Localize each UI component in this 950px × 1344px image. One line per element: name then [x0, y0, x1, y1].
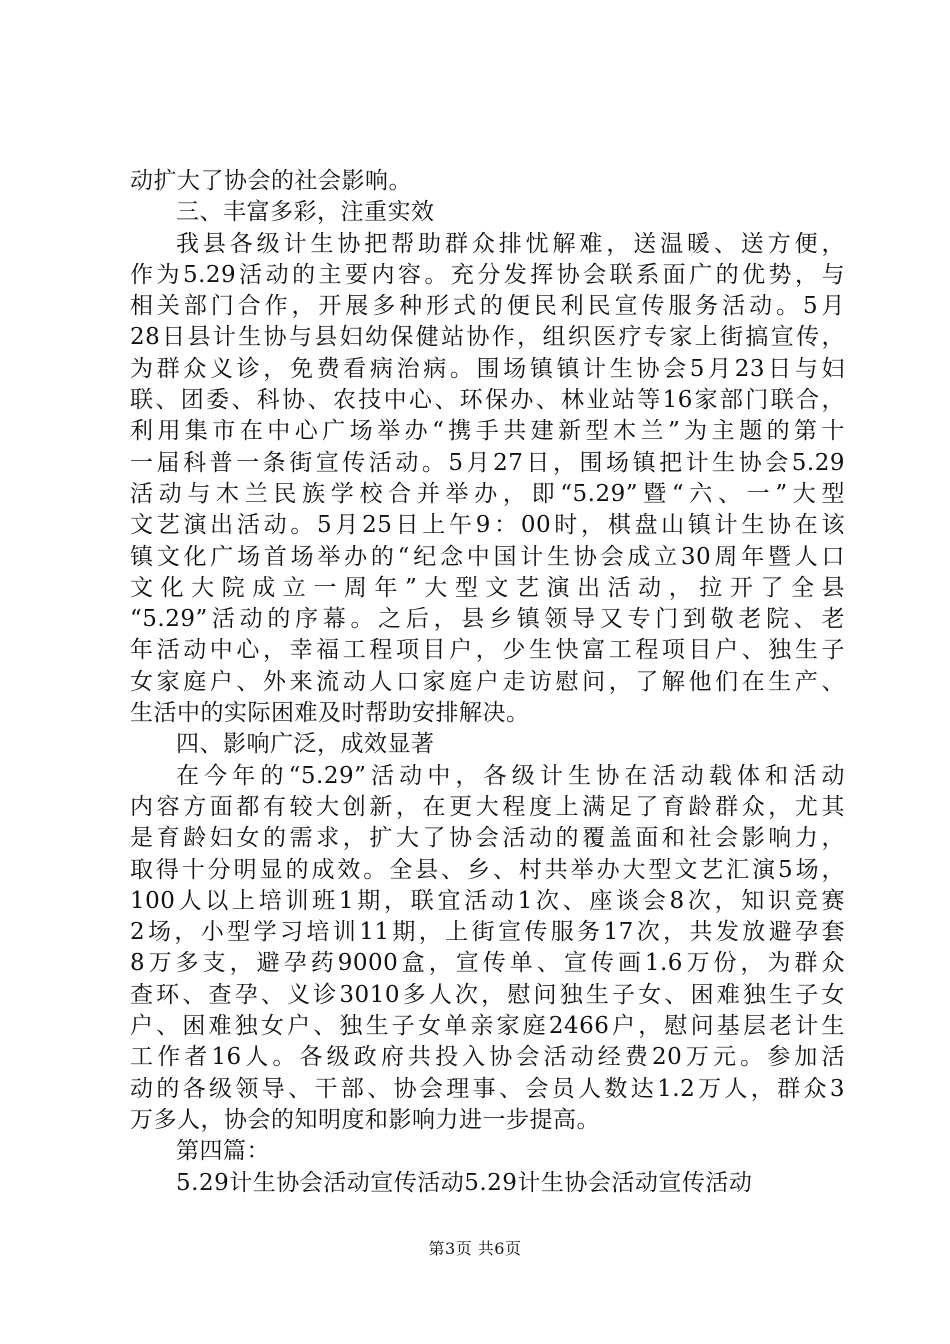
- text-line: 年活动中心，幸福工程项目户，少生快富工程项目户、独生子: [130, 637, 845, 664]
- text-line: 内容方面都有较大创新，在更大程度上满足了育龄群众，尤其: [130, 793, 845, 820]
- text-line: 100人以上培训班1期，联宜活动1次、座谈会8次，知识竞赛: [130, 887, 845, 914]
- text-line: 在今年的“5.29”活动中，各级计生协在活动载体和活动: [176, 762, 845, 789]
- text-line: 为群众义诊，免费看病治病。围场镇镇计生协会5月23日与妇: [130, 355, 845, 382]
- text-line: 动的各级领导、干部、协会理事、会员人数达1.2万人，群众3: [130, 1075, 845, 1102]
- text-line: 28日县计生协与县妇幼保健站协作，组织医疗专家上街搞宣传，: [130, 324, 845, 351]
- text-line: 工作者16人。各级政府共投入协会活动经费20万元。参加活: [130, 1044, 845, 1071]
- section-heading: 5.29计生协会活动宣传活动5.29计生协会活动宣传活动: [176, 1169, 753, 1196]
- section-heading: 三、丰富多彩，注重实效: [176, 199, 435, 226]
- section-heading: 第四篇：: [176, 1138, 270, 1165]
- text-line: 万多人，协会的知明度和影响力进一步提高。: [130, 1106, 600, 1133]
- text-line: 联、团委、科协、农技中心、环保办、林业站等16家部门联合，: [130, 387, 845, 414]
- text-line: 取得十分明显的成效。全县、乡、村共举办大型文艺汇演5场，: [130, 856, 845, 883]
- text-line: 利用集市在中心广场举办“携手共建新型木兰”为主题的第十: [130, 418, 845, 445]
- text-line: 一届科普一条街宣传活动。5月27日，围场镇把计生协会5.29: [130, 449, 845, 476]
- document-body: [130, 166, 845, 1199]
- text-line: 查环、查孕、义诊3010多人次，慰问独生子女、困难独生子女: [130, 981, 845, 1008]
- text-line: 相关部门合作，开展多种形式的便民利民宣传服务活动。5月: [130, 293, 845, 320]
- text-line: 活动与木兰民族学校合并举办，即“5.29”暨“六、一”大型: [130, 480, 845, 507]
- text-line: “5.29”活动的序幕。之后，县乡镇领导又专门到敬老院、老: [130, 606, 845, 633]
- text-line: 户、困难独女户、独生子女单亲家庭2466户，慰问基层老计生: [130, 1013, 845, 1040]
- text-line: 文化大院成立一周年”大型文艺演出活动，拉开了全县: [130, 574, 845, 601]
- text-line: 镇文化广场首场举办的“纪念中国计生协会成立30周年暨人口: [130, 543, 845, 570]
- text-line: 文艺演出活动。5月25日上午9：00时，棋盘山镇计生协在该: [130, 512, 845, 539]
- text-line: 女家庭户、外来流动人口家庭户走访慰问，了解他们在生产、: [130, 668, 845, 695]
- text-line: 是育龄妇女的需求，扩大了协会活动的覆盖面和社会影响力，: [130, 825, 845, 852]
- section-heading: 四、影响广泛，成效显著: [176, 731, 435, 758]
- text-line: 8万多支，避孕药9000盒，宣传单、宣传画1.6万份，为群众: [130, 950, 845, 977]
- text-line: 生活中的实际困难及时帮助安排解决。: [130, 700, 530, 727]
- text-line: 作为5.29活动的主要内容。充分发挥协会联系面广的优势，与: [130, 261, 845, 288]
- text-line: 我县各级计生协把帮助群众排忧解难，送温暖、送方便，: [176, 230, 845, 257]
- text-line: 动扩大了协会的社会影响。: [130, 168, 412, 194]
- page-footer: 第3页 共6页: [428, 1239, 522, 1258]
- text-line: 2场，小型学习培训11期，上街宣传服务17次，共发放避孕套: [130, 919, 845, 946]
